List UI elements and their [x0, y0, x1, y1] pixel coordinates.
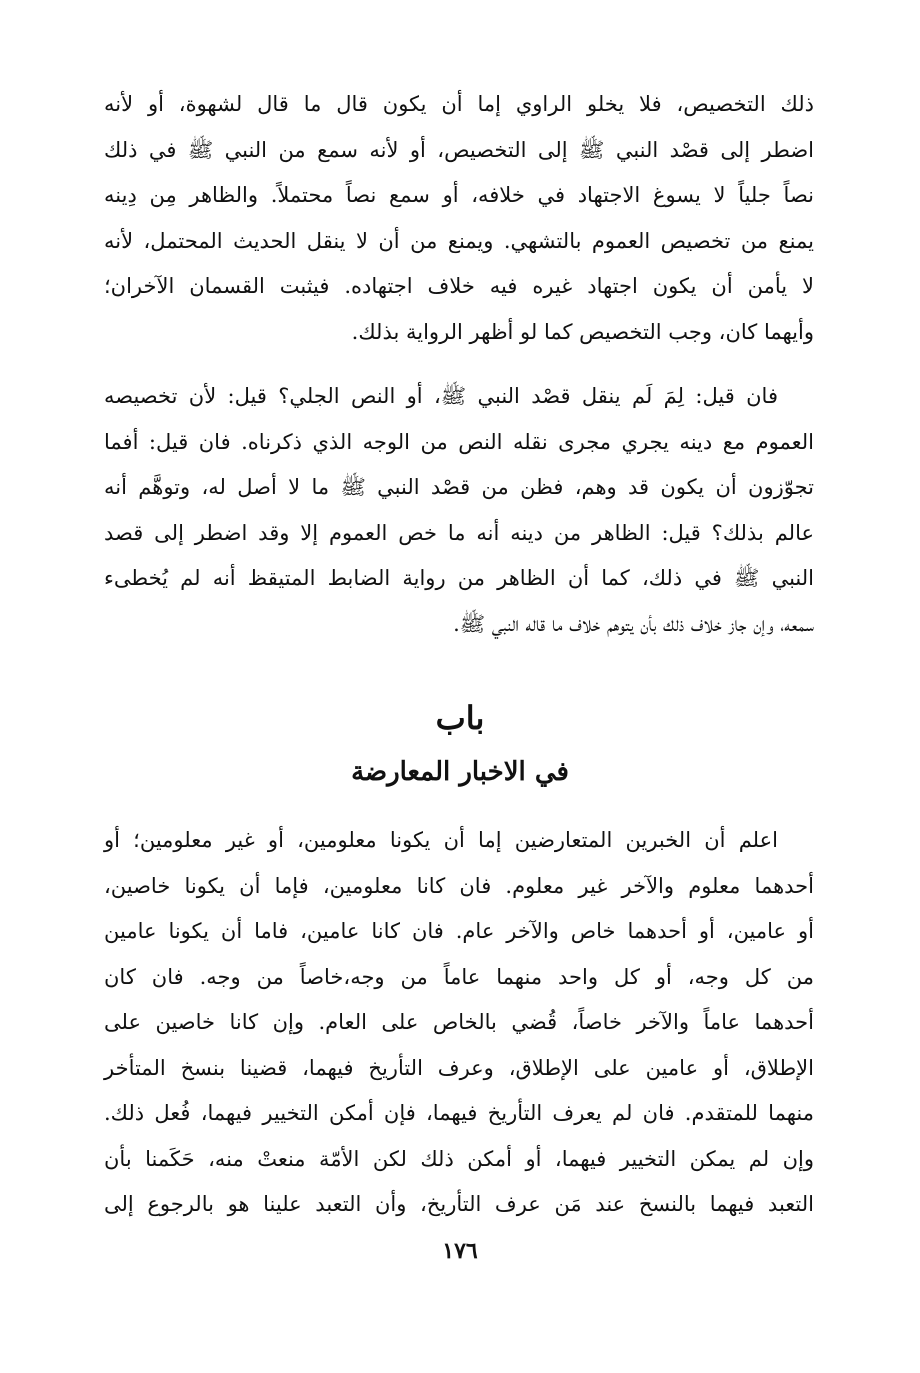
text-line: يمنع من تخصيص العموم بالتشهي. ويمنع من أن لا ينقل الحديث المحتمل، لأنه: [104, 228, 814, 253]
chapter-title: باب: [435, 699, 485, 737]
paragraph-1: [104, 82, 814, 355]
text-line: أو عامين، أو أحدهما خاص والآخر عام. فان كانا عامين، فاما أن يكونا عامين: [104, 919, 814, 943]
text-line: التعبد فيهما بالنسخ عند مَن عرف التأريخ، وأن التعبد علينا هو بالرجوع إلى: [104, 1192, 814, 1216]
text-line: تجوّزون أن يكون قد وهم، فظن من قصْد النبي ﷺ ما لا أصل له، وتوهَّم أنه: [104, 475, 814, 499]
text-line: أحدهما معلوم والآخر غير معلوم. فان كانا معلومين، فإما أن يكونا خاصين،: [104, 873, 814, 898]
text-line: النبي ﷺ في ذلك، كما أن الظاهر من رواية الضابط المتيقظ أنه لم يُخطىء: [104, 566, 814, 590]
text-line: ذلك التخصيص، فلا يخلو الراوي إما أن يكون قال ما قال لشهوة، أو لأنه: [104, 92, 814, 116]
text-line: لا يأمن أن يكون اجتهاد غيره فيه خلاف اجتهاده. فيثبت القسمان الآخران؛: [104, 274, 814, 298]
text-line: العموم مع دينه يجري مجرى نقله النص من الوجه الذي ذكرناه. فان قيل: أفما: [104, 429, 814, 454]
text-line: فان قيل: لِمَ لَم ينقل قصْد النبي ﷺ، أو النص الجلي؟ قيل: لأن تخصيصه: [104, 384, 778, 408]
text-line: نصاً جلياً لا يسوغ الاجتهاد في خلافه، أو سمع نصاً محتملاً. والظاهر مِن دِينه: [104, 183, 814, 207]
text-line: الإطلاق، أو عامين على الإطلاق، وعرف التأريخ فيهما، قضينا بنسخ المتأخر: [104, 1055, 814, 1080]
text-line: سمعه، وإن جاز خلاف ذلك بأن يتوهم خلاف ما قاله النبي ﷺ.: [453, 611, 814, 636]
text-line: عالم بذلك؟ قيل: الظاهر من دينه أنه ما خص العموم إلا وقد اضطر إلى قصد: [104, 520, 814, 545]
text-line: وإن لم يمكن التخيير فيهما، أو أمكن ذلك لكن الأمّة منعتْ منه، حَكَمنا بأن: [104, 1146, 814, 1171]
chapter-subtitle: في الاخبار المعارضة: [351, 757, 569, 787]
text-line: منهما للمتقدم. فان لم يعرف التأريخ فيهما، فإن أمكن التخيير فيهما، فُعل ذلك.: [104, 1101, 814, 1125]
paragraph-2: [104, 374, 814, 647]
text-line: اضطر إلى قصْد النبي ﷺ إلى التخصيص، أو لأنه سمع من النبي ﷺ في ذلك: [104, 137, 814, 162]
page-number: ١٧٦: [442, 1238, 478, 1264]
paragraph-3: [104, 818, 814, 1228]
text-line: أحدهما عاماً والآخر خاصاً، قُضي بالخاص على العام. وإن كانا خاصين على: [104, 1010, 814, 1034]
text-line: اعلم أن الخبرين المتعارضين إما أن يكونا معلومين، أو غير معلومين؛ أو: [104, 828, 778, 852]
text-line: وأيهما كان، وجب التخصيص كما لو أظهر الرواية بذلك.: [351, 319, 814, 344]
text-line: من كل وجه، أو كل واحد منهما عاماً من وجه،خاصاً من وجه. فان كان: [104, 964, 814, 989]
